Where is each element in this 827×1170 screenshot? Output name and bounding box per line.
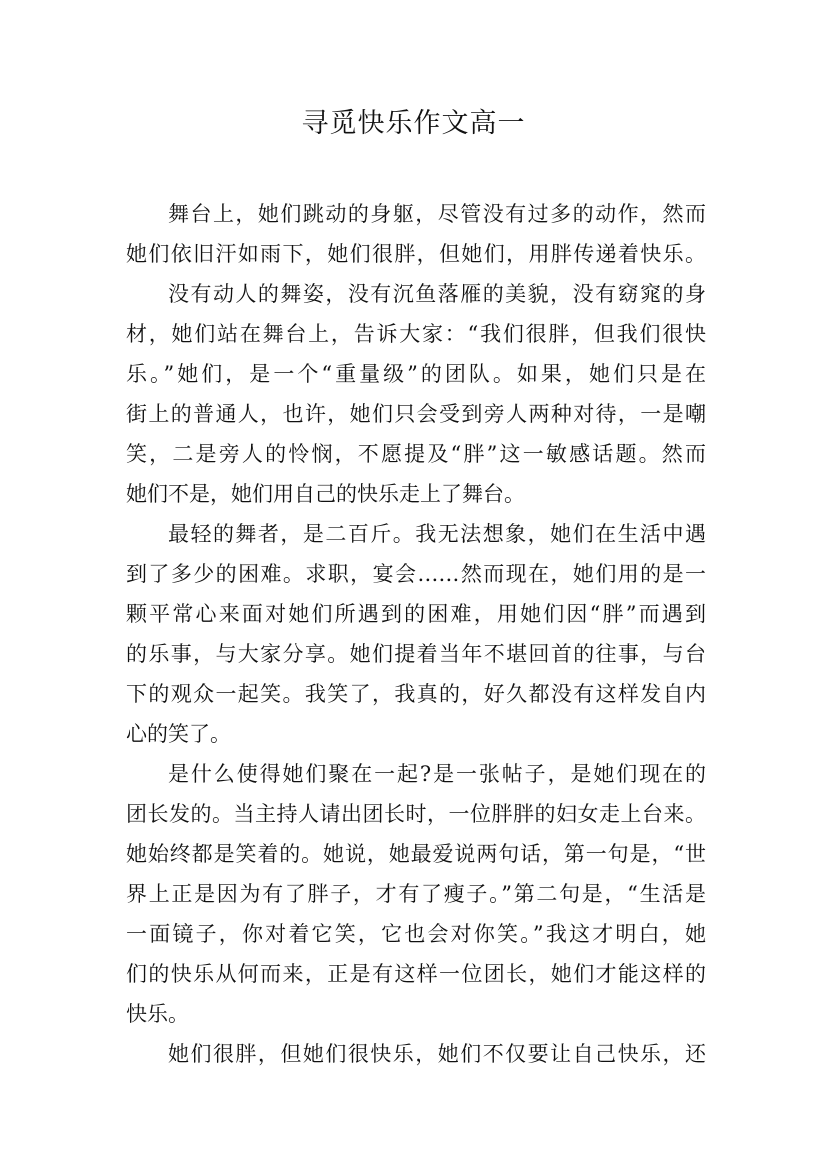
text-line-18: 界上正是因为有了胖子，才有了瘦子。”第二句是，“生活是 [126, 882, 706, 906]
text-line-21: 快乐。 [126, 1002, 189, 1026]
text-line-7: 笑，二是旁人的怜悯，不愿提及“胖”这一敏感话题。然而 [126, 442, 706, 466]
text-line-5: 乐。”她们，是一个“重量级”的团队。如果，她们只是在 [126, 362, 706, 386]
text-line-11: 颗平常心来面对她们所遇到的困难，用她们因“胖”而遇到 [126, 602, 706, 626]
text-line-17: 她始终都是笑着的。她说，她最爱说两句话，第一句是，“世 [126, 842, 706, 866]
text-line-2: 她们依旧汗如雨下，她们很胖，但她们，用胖传递着快乐。 [126, 242, 706, 266]
text-line-10: 到了多少的困难。求职，宴会……然而现在，她们用的是一 [126, 562, 706, 586]
text-line-12: 的乐事，与大家分享。她们提着当年不堪回首的往事，与台 [126, 642, 706, 666]
text-line-14: 心的笑了。 [126, 722, 231, 746]
text-line-9: 最轻的舞者，是二百斤。我无法想象，她们在生活中遇 [168, 522, 706, 546]
text-line-4: 材，她们站在舞台上，告诉大家：“我们很胖，但我们很快 [126, 322, 706, 346]
document-title: 寻觅快乐作文高一 [301, 108, 526, 139]
text-line-22: 她们很胖，但她们很快乐，她们不仅要让自己快乐，还 [168, 1042, 706, 1066]
text-line-8: 她们不是，她们用自己的快乐走上了舞台。 [126, 482, 525, 506]
text-line-16: 团长发的。当主持人请出团长时，一位胖胖的妇女走上台来。 [126, 802, 706, 826]
text-line-3: 没有动人的舞姿，没有沉鱼落雁的美貌，没有窈窕的身 [168, 282, 706, 306]
text-line-6: 街上的普通人，也许，她们只会受到旁人两种对待，一是嘲 [126, 402, 706, 426]
text-line-1: 舞台上，她们跳动的身躯，尽管没有过多的动作，然而 [168, 202, 706, 226]
text-line-15: 是什么使得她们聚在一起?是一张帖子，是她们现在的 [168, 762, 706, 786]
text-line-20: 们的快乐从何而来，正是有这样一位团长，她们才能这样的 [126, 962, 706, 986]
text-line-19: 一面镜子，你对着它笑，它也会对你笑。”我这才明白，她 [126, 922, 706, 946]
text-line-13: 下的观众一起笑。我笑了，我真的，好久都没有这样发自内 [126, 682, 706, 706]
